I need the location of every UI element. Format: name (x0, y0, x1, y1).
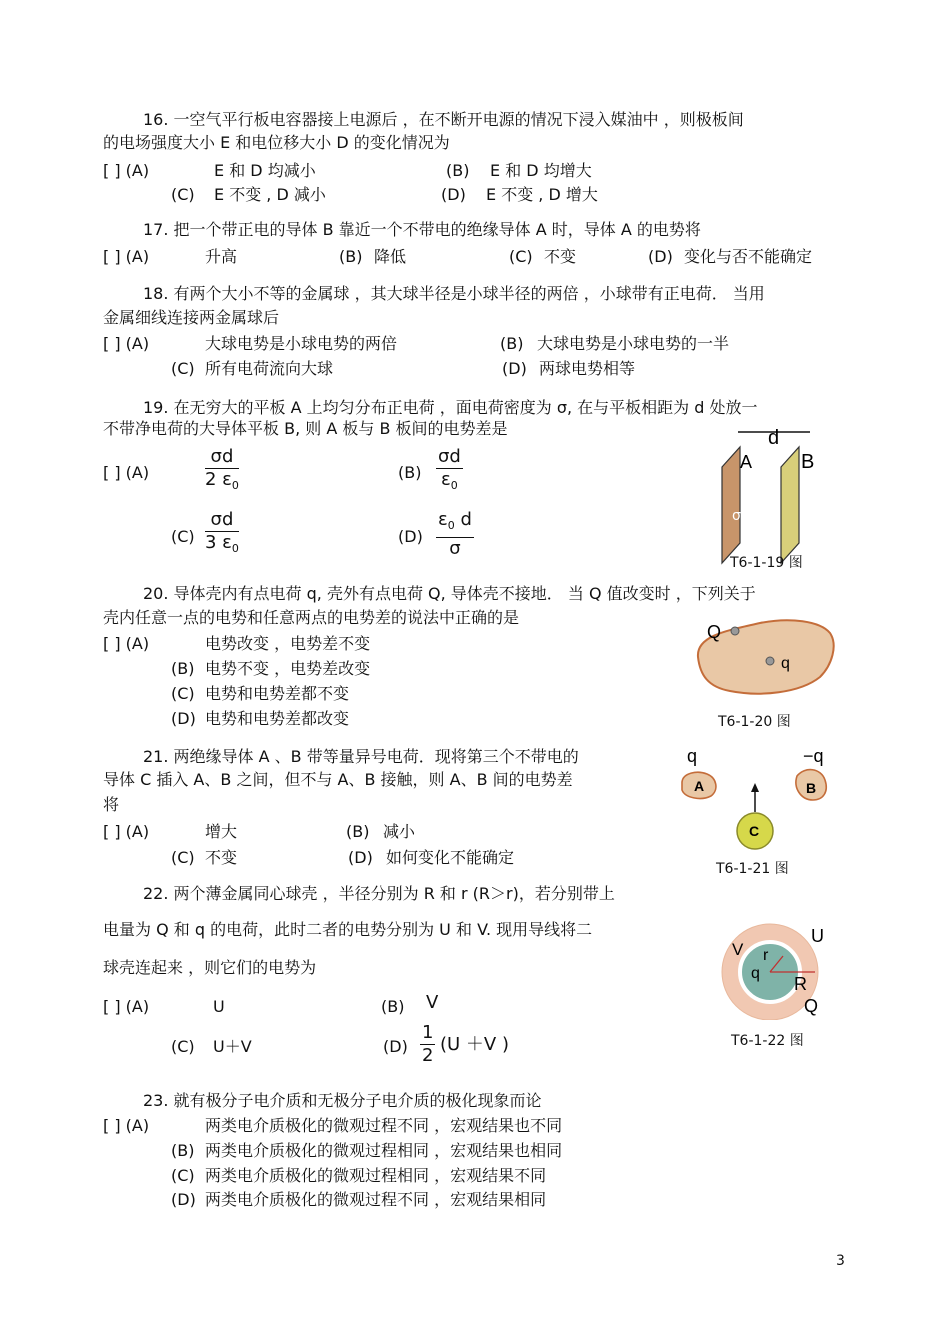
q17-option-b-label: (B) (339, 247, 363, 266)
q19-stem-line2: 不带净电荷的大导体平板 B, 则 A 板与 B 板间的电势差是 (103, 419, 508, 438)
q22-option-d-rest: (U ＋V ) (440, 1034, 509, 1055)
q19-option-d-label: (D) (398, 527, 423, 546)
q18-option-d-label: (D) (502, 359, 527, 378)
conductor-a-label: A (694, 778, 705, 794)
q23-option-d: 两类电介质极化的微观过程不同 ，宏观结果相同 (205, 1190, 547, 1209)
q20-stem-line2: 壳内任意一点的电势和任意两点的电势差的说法中正确的是 (103, 608, 520, 627)
page-number: 3 (836, 1253, 845, 1269)
q22-option-d-numerator: 1 (422, 1022, 434, 1043)
charge-Q-label: Q (804, 996, 819, 1016)
q20-answer-bracket: [ ] (A) (103, 634, 150, 653)
q23-option-c-label: (C) (171, 1166, 195, 1185)
q18-stem-line2: 金属细线连接两金属球后 (103, 308, 280, 327)
radius-r-label: r (763, 947, 769, 964)
q19-option-b-denominator: $\varepsilon_0$ (441, 469, 458, 492)
q23-option-b: 两类电介质极化的微观过程相同 ，宏观结果也相同 (205, 1141, 563, 1160)
q22-option-a: U (213, 997, 225, 1016)
q23-option-c: 两类电介质极化的微观过程相同 ，宏观结果不同 (205, 1166, 547, 1185)
plate-b-label: B (801, 451, 815, 473)
q21-stem-line1: 21. 两绝缘导体 A 、B 带等量异号电荷．现将第三个不带电的 (143, 747, 579, 766)
q16-option-c-label: (C) (171, 185, 195, 204)
q19-option-d-fraction (436, 509, 474, 560)
parallel-plates-figure (710, 420, 840, 570)
three-conductors-figure (675, 740, 835, 855)
q21-option-b: 减小 (383, 822, 416, 841)
q23-answer-bracket: [ ] (A) (103, 1116, 150, 1135)
q17-answer-bracket: [ ] (A) (103, 247, 150, 266)
q16-option-b-label: (B) (446, 161, 470, 180)
q21-option-b-label: (B) (346, 822, 370, 841)
q20-option-d-label: (D) (171, 709, 196, 728)
potential-V-label: V (732, 940, 744, 959)
plate-a-label: A (740, 452, 753, 472)
q19-option-d-numerator: $\varepsilon_0$ d (436, 509, 474, 538)
q19-option-b-numerator: σd (438, 446, 461, 467)
q17-option-d-label: (D) (648, 247, 673, 266)
q19-option-a-denominator: 2 $\varepsilon_0$ (205, 469, 239, 492)
charge-Q-dot (731, 627, 739, 635)
q17-option-b: 降低 (374, 247, 407, 266)
q22-option-d-fraction (420, 1022, 435, 1067)
q22-option-d-denominator: 2 (422, 1045, 434, 1066)
q18-option-c: 所有电荷流向大球 (205, 359, 334, 378)
conductor-b-label: B (806, 780, 817, 796)
q23-option-a: 两类电介质极化的微观过程不同 ，宏观结果也不同 (205, 1116, 563, 1135)
q16-option-d-label: (D) (441, 185, 466, 204)
q19-option-c-numerator: σd (205, 509, 239, 532)
q19-option-a-fraction (205, 446, 239, 497)
q22-option-d-label: (D) (383, 1037, 408, 1056)
q20-option-c-label: (C) (171, 684, 195, 703)
q17-option-c-label: (C) (509, 247, 533, 266)
q19-option-b-label: (B) (398, 463, 422, 482)
q20-option-d: 电势和电势差都改变 (205, 709, 350, 728)
q22-option-c: U＋V (213, 1037, 252, 1056)
figure-caption-20: T6-1-20 图 (718, 714, 791, 730)
q21-answer-bracket: [ ] (A) (103, 822, 150, 841)
q18-option-b-label: (B) (500, 334, 524, 353)
q18-option-b: 大球电势是小球电势的一半 (537, 334, 730, 353)
q18-option-a: 大球电势是小球电势的两倍 (205, 334, 398, 353)
q20-option-b: 电势不变 ，电势差改变 (205, 659, 371, 678)
q20-option-b-label: (B) (171, 659, 195, 678)
q22-option-b-label: (B) (381, 997, 405, 1016)
q22-answer-bracket: [ ] (A) (103, 997, 150, 1016)
q19-option-c-fraction (205, 509, 239, 560)
q20-option-a: 电势改变 ，电势差不变 (205, 634, 371, 653)
q17-stem-line1: 17. 把一个带正电的导体 B 靠近一个不带电的绝缘导体 A 时，导体 A 的电势将 (143, 220, 701, 239)
plate-a (722, 447, 740, 563)
plate-b (781, 447, 799, 563)
q19-option-b-fraction (436, 446, 463, 497)
q22-stem-line2: 电量为 Q 和 q 的电荷，此时二者的电势分别为 U 和 V. 现用导线将二 (103, 920, 593, 939)
conductor-c-label: C (749, 823, 760, 839)
charge-negq-label: −q (803, 746, 824, 766)
q21-option-d: 如何变化不能确定 (386, 848, 515, 867)
q19-option-a-numerator: σd (205, 446, 239, 469)
q16-option-c: E 不变 , D 减小 (214, 185, 326, 204)
q19-answer-bracket: [ ] (A) (103, 463, 150, 482)
concentric-shells-figure (715, 920, 835, 1020)
q22-option-c-label: (C) (171, 1037, 195, 1056)
q21-stem-line2: 导体 C 插入 A、B 之间，但不与 A、B 接触，则 A、B 间的电势差 (103, 770, 573, 789)
sigma-label: σ (732, 508, 741, 524)
charge-q-label: q (687, 746, 698, 766)
q19-option-c-denominator: 3 $\varepsilon_0$ (205, 532, 239, 555)
distance-label: d (768, 427, 780, 449)
charge-Q-label: Q (707, 622, 722, 642)
radius-R-label: R (794, 974, 807, 994)
q19-option-d-denominator: σ (449, 538, 461, 559)
q18-option-c-label: (C) (171, 359, 195, 378)
q21-option-d-label: (D) (348, 848, 373, 867)
q21-option-a: 增大 (205, 822, 238, 841)
q16-option-b: E 和 D 均增大 (490, 161, 592, 180)
charge-q-label: q (751, 965, 760, 982)
figure-caption-22: T6-1-22 图 (731, 1033, 804, 1049)
q16-answer-bracket: [ ] (A) (103, 161, 150, 180)
q17-option-d: 变化与否不能确定 (684, 247, 813, 266)
figure-caption-19: T6-1-19 图 (730, 555, 803, 571)
q16-option-d: E 不变 , D 增大 (486, 185, 598, 204)
q22-stem-line3: 球壳连起来 ，则它们的电势为 (103, 958, 317, 977)
q18-option-d: 两球电势相等 (539, 359, 636, 378)
figure-caption-21: T6-1-21 图 (716, 861, 789, 877)
potential-U-label: U (811, 926, 824, 946)
q23-stem-line1: 23. 就有极分子电介质和无极分子电介质的极化现象而论 (143, 1091, 542, 1110)
q17-option-c: 不变 (544, 247, 577, 266)
q23-option-b-label: (B) (171, 1141, 195, 1160)
conducting-shell-figure (690, 615, 840, 700)
q20-stem-line1: 20. 导体壳内有点电荷 q, 壳外有点电荷 Q, 导体壳不接地． 当 Q 值改变时 ，下列关于 (143, 584, 756, 603)
q23-option-d-label: (D) (171, 1190, 196, 1209)
q18-stem-line1: 18. 有两个大小不等的金属球 ，其大球半径是小球半径的两倍 ，小球带有正电荷． 当用 (143, 284, 765, 303)
q21-option-c: 不变 (205, 848, 238, 867)
q16-stem-line1: 16. 一空气平行板电容器接上电源后 ，在不断开电源的情况下浸入媒油中 ，则极板间 (143, 110, 744, 129)
q16-stem-line2: 的电场强度大小 E 和电位移大小 D 的变化情况为 (103, 133, 450, 152)
q19-option-c-label: (C) (171, 527, 195, 546)
q19-stem-line1: 19. 在无穷大的平板 A 上均匀分布正电荷 ，面电荷密度为 σ, 在与平板相距为 d 处放一 (143, 398, 758, 417)
q21-stem-line3: 将 (103, 795, 120, 814)
q22-option-b: V (426, 992, 439, 1013)
q20-option-c: 电势和电势差都不变 (205, 684, 350, 703)
charge-q-dot (766, 657, 774, 665)
q16-option-a: E 和 D 均减小 (214, 161, 316, 180)
q17-option-a: 升高 (205, 247, 238, 266)
charge-q-label: q (781, 655, 790, 672)
q18-answer-bracket: [ ] (A) (103, 334, 150, 353)
q22-stem-line1: 22. 两个薄金属同心球壳 ，半径分别为 R 和 r (R＞r)，若分别带上 (143, 884, 615, 903)
q21-option-c-label: (C) (171, 848, 195, 867)
